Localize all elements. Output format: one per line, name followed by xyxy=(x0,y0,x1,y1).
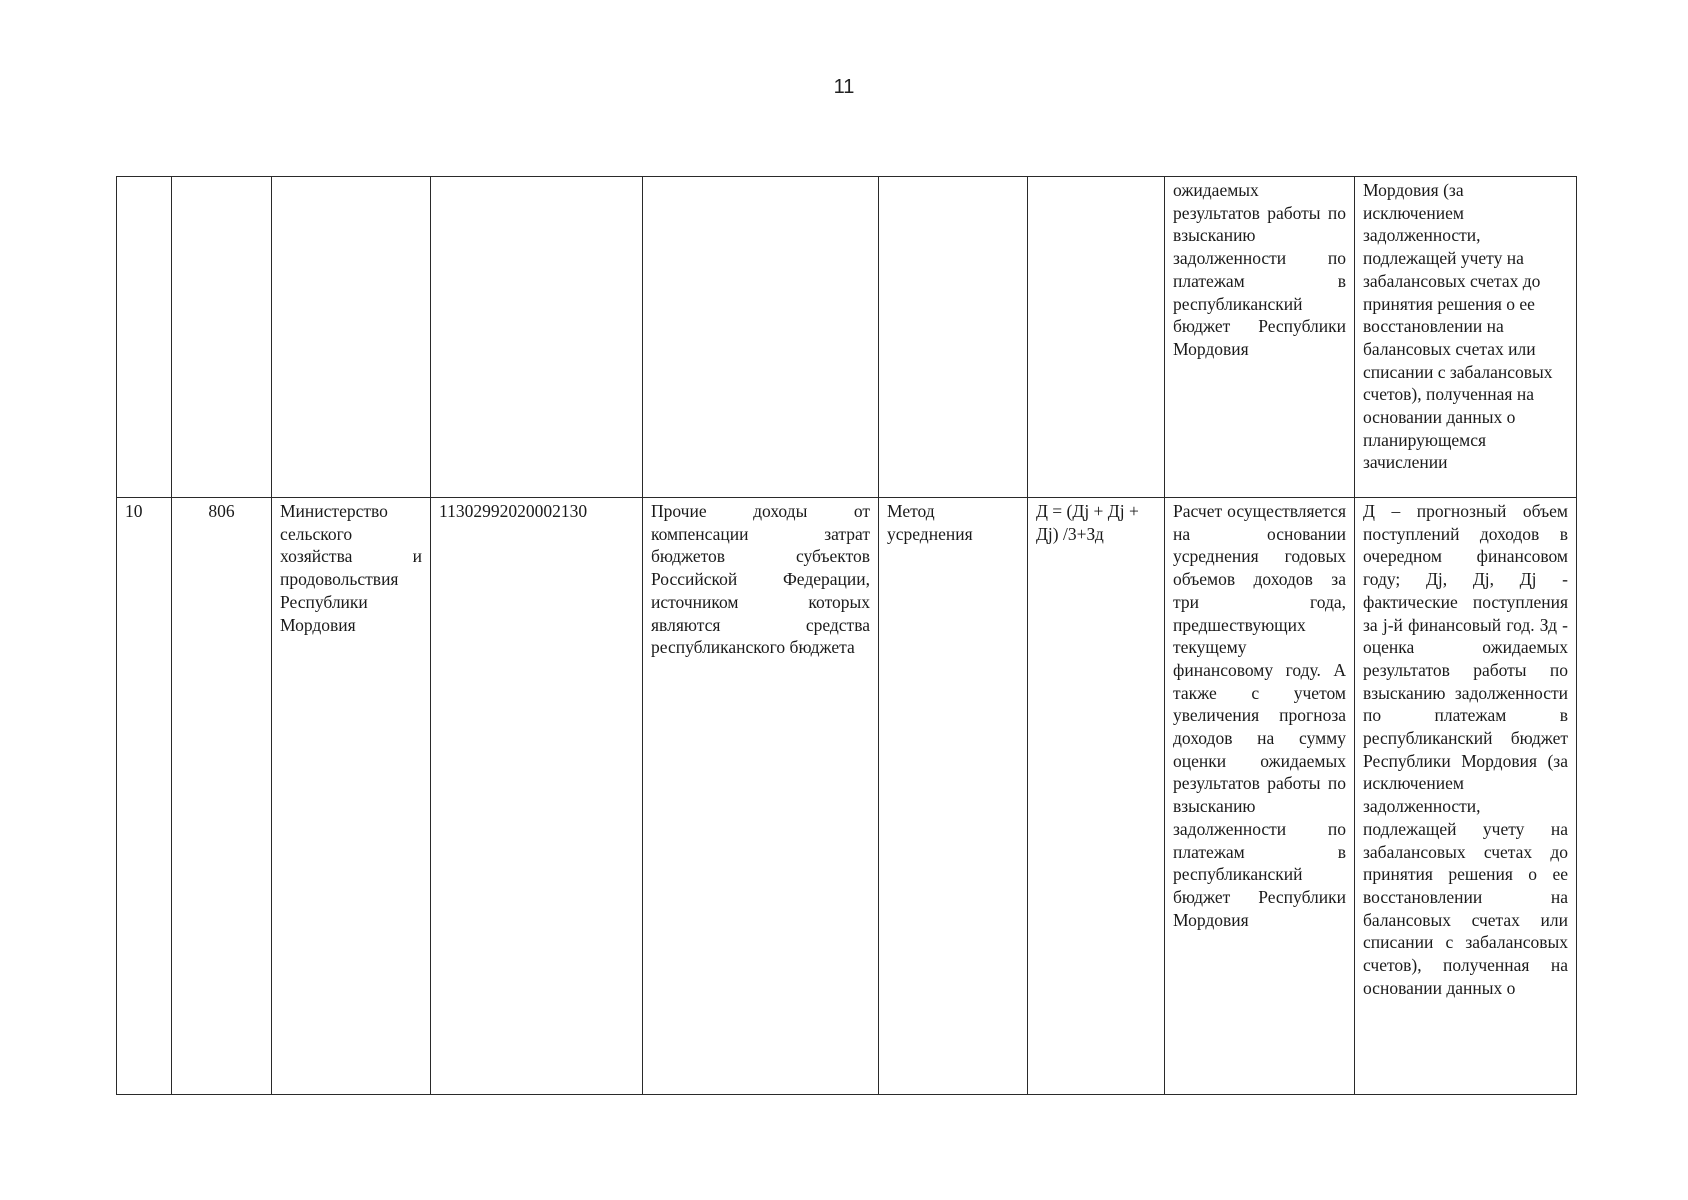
administrator-cell xyxy=(272,177,431,498)
income-name-cell xyxy=(643,177,879,498)
algorithm-cell: ожидаемых результатов работы по взысканию задолженности по платежам в республиканский бюджет Республики Мордовия xyxy=(1165,177,1355,498)
page-number: 11 xyxy=(833,76,855,98)
algorithm-cell: Расчет осуществляется на основании усреднения годовых объемов доходов за три года, предшествующих текущему финансовому году. А также с учетом увеличения прогноза доходов на сумму оценки ожидаемых результатов работы по взысканию задолженности по платежам в республиканский бюджет Республики Мордовия xyxy=(1165,498,1355,1095)
row-number-cell xyxy=(117,177,172,498)
kbk-cell xyxy=(431,177,643,498)
table-row xyxy=(117,498,1577,1095)
formula-cell: Д = (Дj + Дj + Дj) /3+Зд xyxy=(1028,498,1165,1095)
formula-cell xyxy=(1028,177,1165,498)
revenue-forecast-table xyxy=(116,176,1577,1095)
code-cell xyxy=(172,177,272,498)
row-number-cell: 10 xyxy=(117,498,172,1095)
code-cell: 806 xyxy=(172,498,272,1095)
administrator-cell: Министерство сельского хозяйства и продовольствия Республики Мордовия xyxy=(272,498,431,1095)
income-name-cell: Прочие доходы от компенсации затрат бюджетов субъектов Российской Федерации, источником которых являются средства республиканского бюджета xyxy=(643,498,879,1095)
description-cell: Д – прогнозный объем поступлений доходов в очередном финансовом году; Дj, Дj, Дj - фактические поступления за j-й финансовый год. Зд - оценка ожидаемых результатов работы по взысканию задолженности по платежам в республиканский бюджет Республики Мордовия (за исключением задолженности, подлежащей учету на забалансовых счетах до принятия решения о ее восстановлении на балансовых счетах или списании с забалансовых счетов), полученная на основании данных о xyxy=(1355,498,1577,1095)
description-cell: Мордовия (за исключением задолженности, подлежащей учету на забалансовых счетах до принятия решения о ее восстановлении на балансовых счетах или списании с забалансовых счетов), полученная на основании данных о планирующемся зачислении xyxy=(1355,177,1577,498)
kbk-cell: 11302992020002130 xyxy=(431,498,643,1095)
method-cell xyxy=(879,177,1028,498)
table-row xyxy=(117,177,1577,498)
method-cell: Метод усреднения xyxy=(879,498,1028,1095)
